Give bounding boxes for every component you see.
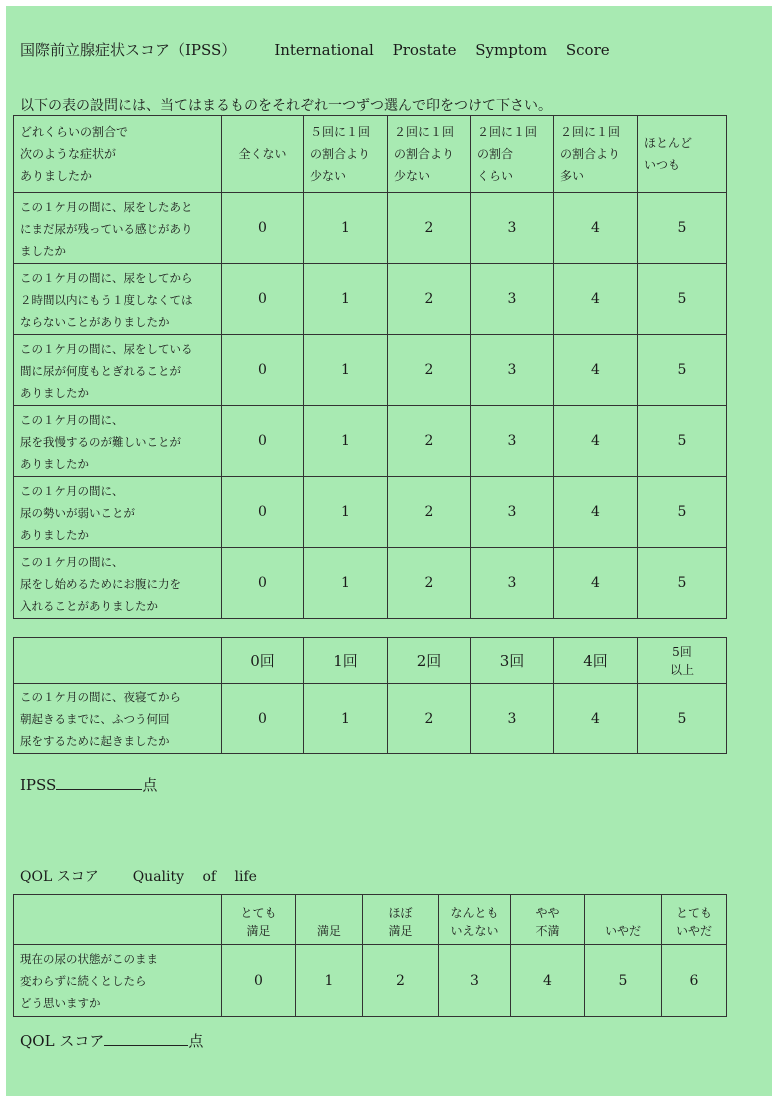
score-option[interactable]: 3 xyxy=(471,335,554,406)
score-option[interactable]: 5 xyxy=(638,335,727,406)
qol-title xyxy=(20,866,257,886)
score-option[interactable]: 3 xyxy=(471,264,554,335)
score-option[interactable]: 5 xyxy=(638,264,727,335)
ipss-header-2: ２回に１回 の割合より 少ない xyxy=(388,116,471,193)
score-option[interactable]: 4 xyxy=(511,945,585,1017)
title-ja: 国際前立腺症状スコア（IPSS） xyxy=(20,41,237,59)
score-option[interactable]: 3 xyxy=(471,477,554,548)
ipss-header-5: ほとんど いつも xyxy=(638,116,727,193)
qol-header-3: なんとも いえない xyxy=(439,895,511,945)
score-option[interactable]: 2 xyxy=(388,406,471,477)
ipss-header-row xyxy=(14,116,727,193)
title-en: International Prostate Symptom Score xyxy=(274,41,610,59)
ipss-score-blank[interactable] xyxy=(56,775,142,790)
score-sheet xyxy=(6,6,772,1096)
qol-header-5: いやだ xyxy=(585,895,662,945)
score-option[interactable]: 5 xyxy=(638,477,727,548)
nocturia-corner xyxy=(14,638,222,684)
score-option[interactable]: 3 xyxy=(471,406,554,477)
qol-header-4: やや 不満 xyxy=(511,895,585,945)
score-option[interactable]: 2 xyxy=(388,264,471,335)
nocturia-question-row xyxy=(14,684,727,754)
ipss-question-row xyxy=(14,264,727,335)
nocturia-header-4: 4回 xyxy=(554,638,638,684)
ipss-header-3: ２回に１回 の割合 くらい xyxy=(471,116,554,193)
score-option[interactable]: 1 xyxy=(304,193,388,264)
qol-corner xyxy=(14,895,222,945)
score-option[interactable]: 2 xyxy=(363,945,439,1017)
score-option[interactable]: 1 xyxy=(304,335,388,406)
score-option[interactable]: 3 xyxy=(439,945,511,1017)
nocturia-header-1: 1回 xyxy=(304,638,388,684)
ipss-score-field xyxy=(20,774,157,795)
ipss-score-unit: 点 xyxy=(142,776,158,794)
score-option[interactable]: 3 xyxy=(471,193,554,264)
qol-header-row xyxy=(14,895,727,945)
ipss-question: この１ケ月の間に、尿をしてから ２時間以内にもう１度しなくては ならないことがありましたか xyxy=(14,264,222,335)
ipss-question-row xyxy=(14,477,727,548)
ipss-question: この１ケ月の間に、 尿の勢いが弱いことが ありましたか xyxy=(14,477,222,548)
score-option[interactable]: 2 xyxy=(388,684,471,754)
ipss-header-0: 全くない xyxy=(222,116,304,193)
score-option[interactable]: 4 xyxy=(554,406,638,477)
ipss-score-label: IPSS xyxy=(20,776,57,794)
ipss-question-row xyxy=(14,548,727,619)
nocturia-header-5: 5回 以上 xyxy=(638,638,727,684)
qol-question-row xyxy=(14,945,727,1017)
nocturia-header-row xyxy=(14,638,727,684)
score-option[interactable]: 4 xyxy=(554,548,638,619)
score-option[interactable]: 4 xyxy=(554,477,638,548)
qol-question: 現在の尿の状態がこのまま 変わらずに続くとしたら どう思いますか xyxy=(14,945,222,1017)
score-option[interactable]: 0 xyxy=(222,477,304,548)
qol-header-6: とても いやだ xyxy=(662,895,727,945)
qol-title-ja: QOL スコア xyxy=(20,869,99,885)
score-option[interactable]: 0 xyxy=(222,684,304,754)
qol-score-field xyxy=(20,1030,203,1051)
nocturia-header-2: 2回 xyxy=(388,638,471,684)
score-option[interactable]: 2 xyxy=(388,548,471,619)
qol-score-unit: 点 xyxy=(188,1032,204,1050)
nocturia-header-3: 3回 xyxy=(471,638,554,684)
qol-title-en: Quality of life xyxy=(132,869,257,885)
ipss-question-row xyxy=(14,193,727,264)
qol-table xyxy=(13,894,727,1017)
ipss-question: この１ケ月の間に、尿をしたあと にまだ尿が残っている感じがあり ましたか xyxy=(14,193,222,264)
score-option[interactable]: 5 xyxy=(638,548,727,619)
score-option[interactable]: 4 xyxy=(554,264,638,335)
ipss-question: この１ケ月の間に、 尿を我慢するのが難しいことが ありましたか xyxy=(14,406,222,477)
qol-score-label: QOL スコア xyxy=(20,1032,105,1050)
score-option[interactable]: 0 xyxy=(222,264,304,335)
ipss-question-row xyxy=(14,335,727,406)
score-option[interactable]: 0 xyxy=(222,193,304,264)
ipss-question: この１ケ月の間に、 尿をし始めるためにお腹に力を 入れることがありましたか xyxy=(14,548,222,619)
score-option[interactable]: 5 xyxy=(638,193,727,264)
score-option[interactable]: 3 xyxy=(471,548,554,619)
score-option[interactable]: 0 xyxy=(222,406,304,477)
ipss-question-row xyxy=(14,406,727,477)
score-option[interactable]: 1 xyxy=(304,264,388,335)
score-option[interactable]: 4 xyxy=(554,193,638,264)
score-option[interactable]: 1 xyxy=(304,548,388,619)
score-option[interactable]: 4 xyxy=(554,684,638,754)
score-option[interactable]: 5 xyxy=(585,945,662,1017)
ipss-table xyxy=(13,115,727,619)
score-option[interactable]: 5 xyxy=(638,684,727,754)
qol-score-blank[interactable] xyxy=(104,1031,188,1046)
qol-header-1: 満足 xyxy=(296,895,363,945)
score-option[interactable]: 1 xyxy=(304,406,388,477)
score-option[interactable]: 5 xyxy=(638,406,727,477)
score-option[interactable]: 0 xyxy=(222,548,304,619)
nocturia-header-0: 0回 xyxy=(222,638,304,684)
ipss-corner-header: どれくらいの割合で 次のような症状が ありましたか xyxy=(14,116,222,193)
score-option[interactable]: 1 xyxy=(304,684,388,754)
score-option[interactable]: 1 xyxy=(296,945,363,1017)
score-option[interactable]: 1 xyxy=(304,477,388,548)
qol-header-0: とても 満足 xyxy=(222,895,296,945)
score-option[interactable]: 0 xyxy=(222,945,296,1017)
score-option[interactable]: 4 xyxy=(554,335,638,406)
score-option[interactable]: 6 xyxy=(662,945,727,1017)
page-title xyxy=(20,39,610,60)
ipss-question: この１ケ月の間に、尿をしている 間に尿が何度もとぎれることが ありましたか xyxy=(14,335,222,406)
ipss-header-1: ５回に１回 の割合より 少ない xyxy=(304,116,388,193)
score-option[interactable]: 2 xyxy=(388,477,471,548)
qol-header-2: ほぼ 満足 xyxy=(363,895,439,945)
instruction-text: 以下の表の設問には、当てはまるものをそれぞれ一つずつ選んで印をつけて下さい。 xyxy=(20,98,552,114)
score-option[interactable]: 2 xyxy=(388,335,471,406)
nocturia-table xyxy=(13,637,727,754)
nocturia-question: この１ケ月の間に、夜寝てから 朝起きるまでに、ふつう何回 尿をするために起きましたか xyxy=(14,684,222,754)
score-option[interactable]: 0 xyxy=(222,335,304,406)
score-option[interactable]: 3 xyxy=(471,684,554,754)
score-option[interactable]: 2 xyxy=(388,193,471,264)
ipss-header-4: ２回に１回 の割合より 多い xyxy=(554,116,638,193)
